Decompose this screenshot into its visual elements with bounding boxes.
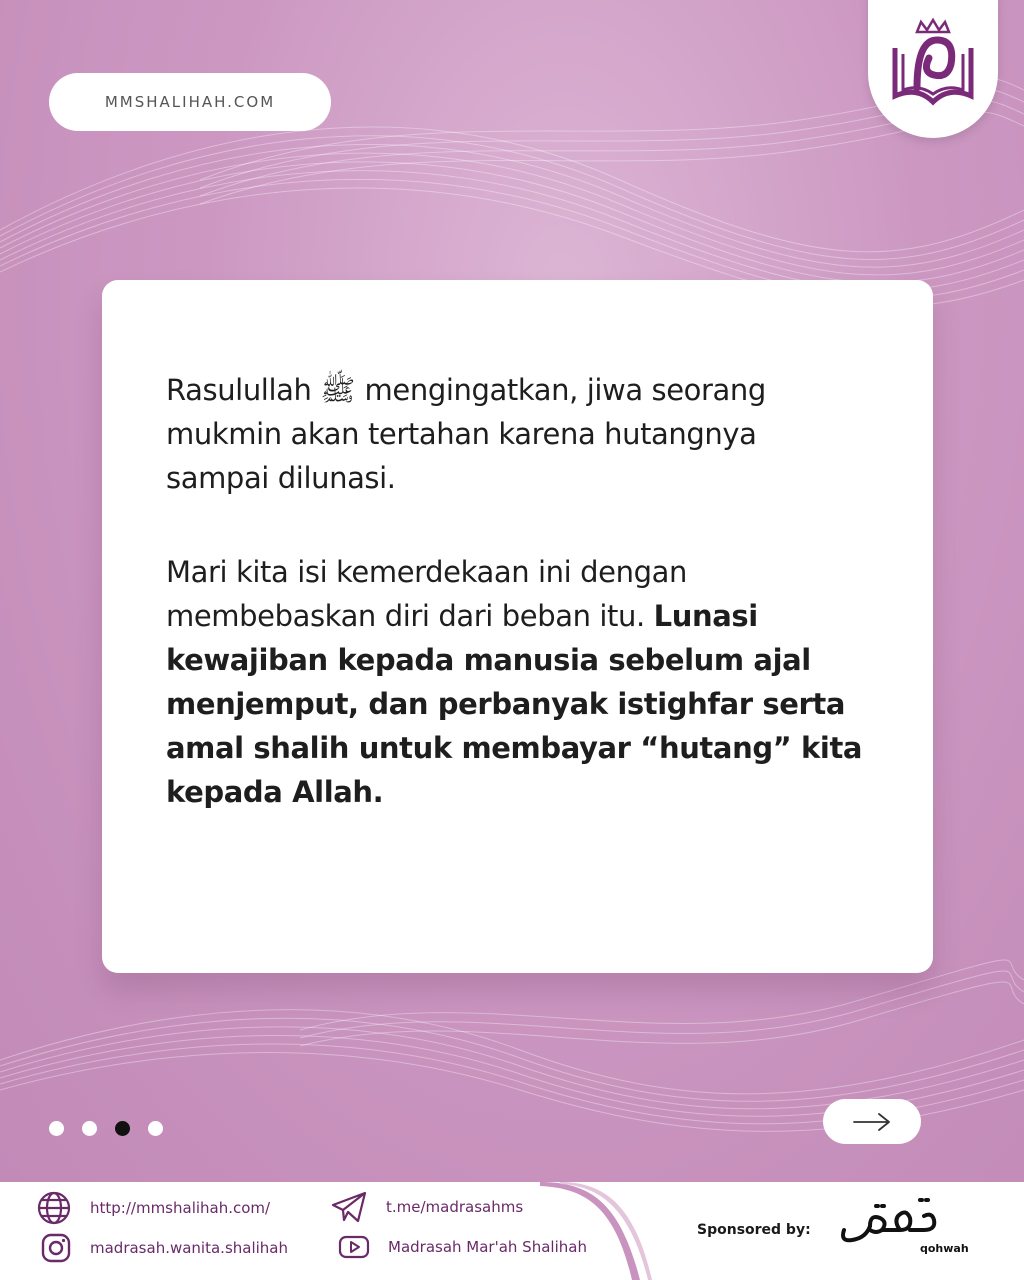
- sponsored-by-label: Sponsored by:: [697, 1222, 811, 1238]
- footer-telegram[interactable]: [330, 1190, 523, 1224]
- globe-icon: [36, 1190, 72, 1226]
- card-text: [166, 368, 866, 814]
- page-dot-3[interactable]: [115, 1121, 130, 1136]
- website-link[interactable]: http://mmshalihah.com/: [90, 1199, 271, 1217]
- paragraph-2: [166, 550, 866, 814]
- qohwah-logo-icon: [836, 1190, 946, 1250]
- logo-badge: [868, 0, 998, 138]
- footer-instagram[interactable]: [40, 1232, 288, 1264]
- footer-youtube[interactable]: [338, 1234, 587, 1260]
- page-dot-1[interactable]: [49, 1121, 64, 1136]
- telegram-link[interactable]: t.me/madrasahms: [386, 1198, 524, 1216]
- sponsor-name: qohwah: [920, 1242, 969, 1255]
- paragraph-1: Rasulullah ﷺ mengingatkan, jiwa seorang mukmin akan tertahan karena hutangnya sampai dilunasi.: [166, 373, 766, 495]
- footer-website[interactable]: [36, 1190, 270, 1226]
- madrasah-logo-icon: [881, 14, 985, 114]
- site-label-pill[interactable]: [49, 73, 331, 131]
- paragraph-2-regular: Mari kita isi kemerdekaan ini dengan membebaskan diri dari beban itu.: [166, 555, 687, 633]
- footer: [0, 1182, 1024, 1280]
- page-dot-4[interactable]: [148, 1121, 163, 1136]
- instagram-handle[interactable]: madrasah.wanita.shalihah: [90, 1239, 288, 1257]
- youtube-icon: [338, 1234, 370, 1260]
- footer-swoosh-decoration: [540, 1182, 670, 1280]
- content-card: [102, 280, 933, 973]
- next-button[interactable]: [823, 1099, 921, 1144]
- site-label: MMSHALIHAH.COM: [104, 93, 276, 111]
- page-dot-2[interactable]: [82, 1121, 97, 1136]
- instagram-icon: [40, 1232, 72, 1264]
- telegram-icon: [330, 1190, 368, 1224]
- paragraph-2-bold: Lunasi kewajiban kepada manusia sebelum ajal menjemput, dan perbanyak istighfar serta amal shalih untuk membayar “hutang” kita kepada Allah.: [166, 599, 863, 809]
- pagination-dots: [49, 1121, 163, 1136]
- arrow-right-icon: [852, 1112, 892, 1132]
- youtube-channel[interactable]: Madrasah Mar'ah Shalihah: [388, 1238, 587, 1256]
